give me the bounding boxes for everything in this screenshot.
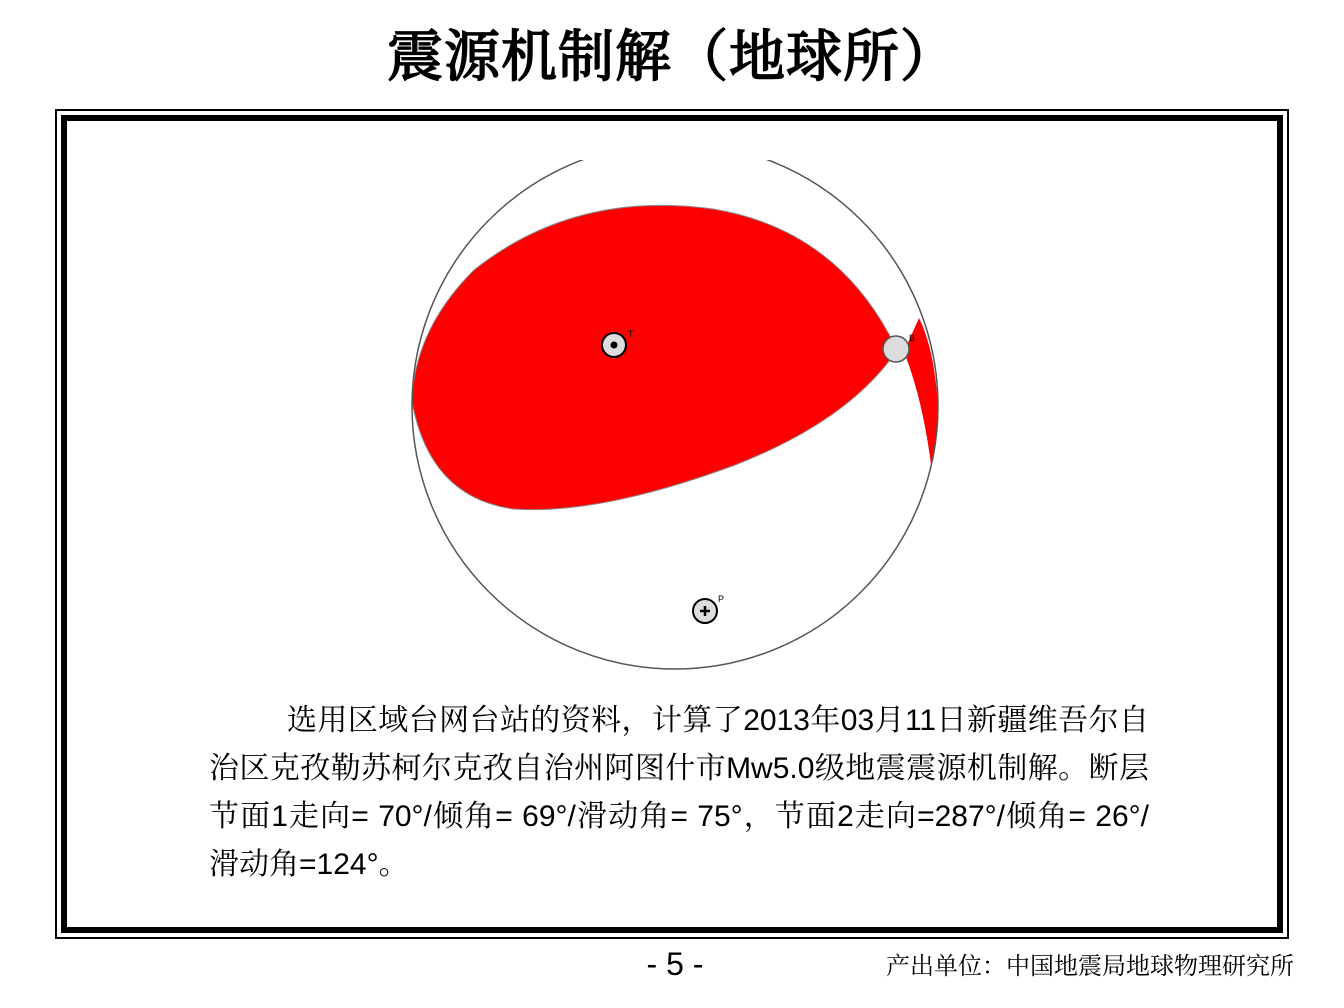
page-title: 震源机制解（地球所） (387, 25, 957, 90)
page-number: - 5 - (646, 946, 704, 982)
p-axis-label: P (718, 594, 725, 604)
b-axis-label: B (909, 333, 916, 343)
t-axis-label: T (628, 329, 634, 339)
focal-mechanism-beachball (400, 160, 950, 680)
t-axis-dot (611, 342, 618, 349)
mechanism-description: 选用区域台网台站的资料，计算了2013年03月11日新疆维吾尔自治区克孜勒苏柯尔克孜自治州阿图什市Mw5.0级地震震源机制解。断层节面1走向= 70°/倾角= 69°/滑动角= 75°，节面2走向=287°/倾角= 26°/滑动角=124°。 (209, 704, 1149, 881)
producer-credit: 产出单位：中国地震局地球物理研究所 (886, 952, 1294, 980)
